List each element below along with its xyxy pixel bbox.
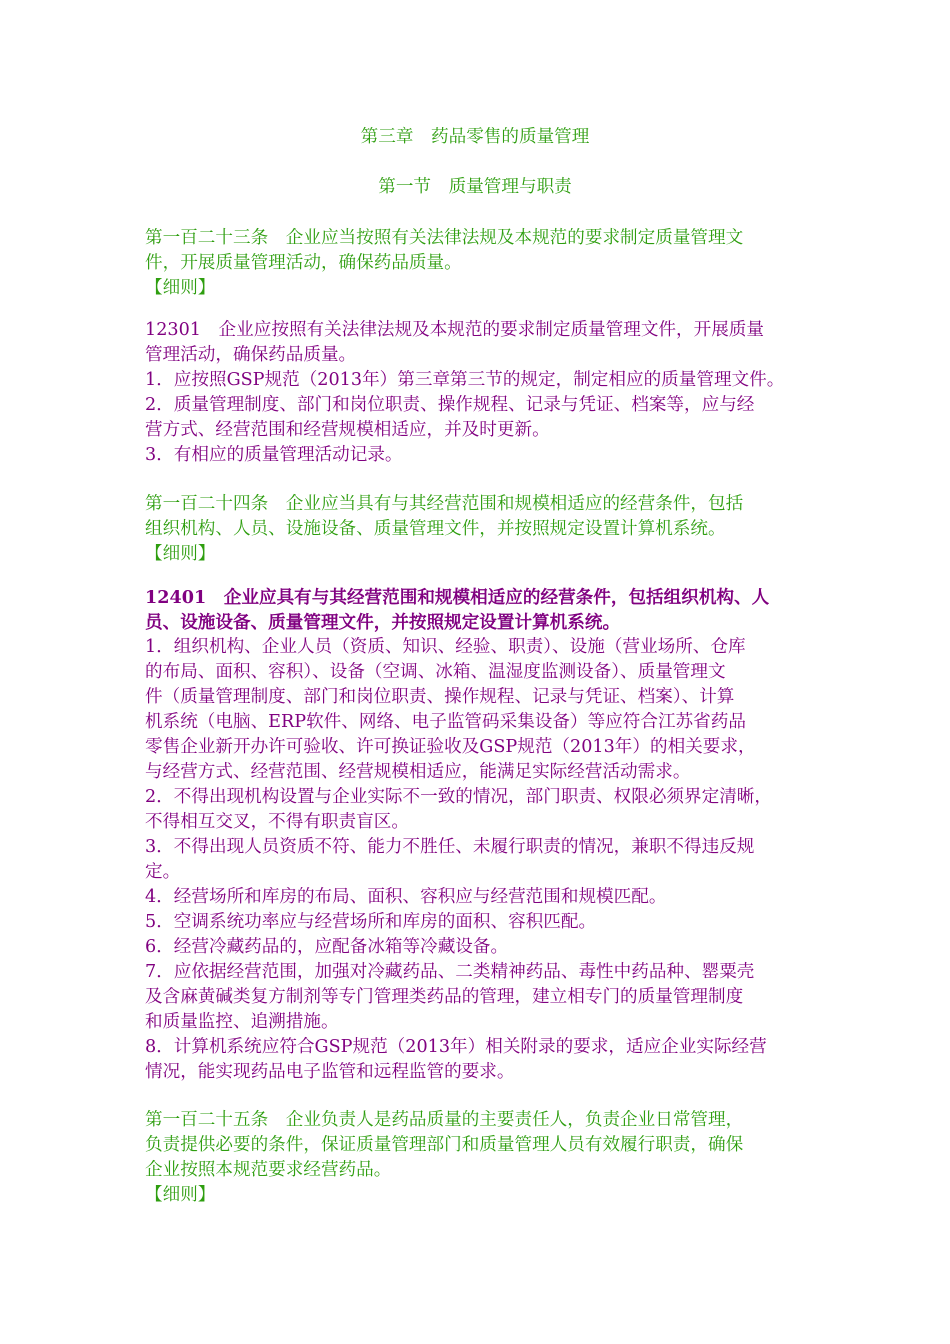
item-text-line: 1．应按照GSP规范（2013年）第三章第三节的规定，制定相应的质量管理文件。 <box>145 370 785 390</box>
item-text-line: 6．经营冷藏药品的，应配备冰箱等冷藏设备。 <box>145 937 509 957</box>
item-text-line: 1．组织机构、企业人员（资质、知识、经验、职责）、设施（营业场所、仓库 <box>145 637 746 657</box>
item-text-line: 4．经营场所和库房的布局、面积、容积应与经营范围和规模匹配。 <box>145 887 667 907</box>
item-text-line: 3．有相应的质量管理活动记录。 <box>145 445 403 465</box>
detail-label: 【细则】 <box>145 278 216 298</box>
item-heading-line: 员、设施设备、质量管理文件，并按照规定设置计算机系统。 <box>145 612 621 633</box>
article-text-line: 组织机构、人员、设施设备、质量管理文件，并按照规定设置计算机系统。 <box>145 519 726 539</box>
detail-label: 【细则】 <box>145 1185 216 1205</box>
item-text-line: 不得相互交叉，不得有职责盲区。 <box>145 812 409 832</box>
item-text-line: 2．质量管理制度、部门和岗位职责、操作规程、记录与凭证、档案等，应与经 <box>145 395 755 415</box>
item-text-line: 的布局、面积、容积）、设备（空调、冰箱、温湿度监测设备）、质量管理文 <box>145 662 726 682</box>
article-text-line: 负责提供必要的条件，保证质量管理部门和质量管理人员有效履行职责，确保 <box>145 1135 744 1155</box>
article-text-line: 第一百二十三条 企业应当按照有关法律法规及本规范的要求制定质量管理文 <box>145 228 744 248</box>
item-text-line: 7．应依据经营范围，加强对冷藏药品、二类精神药品、毒性中药品种、罂粟壳 <box>145 962 755 982</box>
item-text-line: 8．计算机系统应符合GSP规范（2013年）相关附录的要求，适应企业实际经营 <box>145 1037 767 1057</box>
section-title: 第一节 质量管理与职责 <box>378 177 572 197</box>
detail-label: 【细则】 <box>145 544 216 564</box>
item-text-line: 和质量监控、追溯措施。 <box>145 1012 339 1032</box>
article-text-line: 企业按照本规范要求经营药品。 <box>145 1160 392 1180</box>
item-text-line: 零售企业新开办许可验收、许可换证验收及GSP规范（2013年）的相关要求， <box>145 737 756 757</box>
item-text-line: 定。 <box>145 862 181 882</box>
item-text-line: 件（质量管理制度、部门和岗位职责、操作规程、记录与凭证、档案）、计算 <box>145 687 735 707</box>
item-text-line: 3．不得出现人员资质不符、能力不胜任、未履行职责的情况，兼职不得违反规 <box>145 837 755 857</box>
item-text-line: 及含麻黄碱类复方制剂等专门管理类药品的管理，建立相专门的质量管理制度 <box>145 987 744 1007</box>
item-text-line: 与经营方式、经营范围、经营规模相适应，能满足实际经营活动需求。 <box>145 762 691 782</box>
item-text-line: 12301 企业应按照有关法律法规及本规范的要求制定质量管理文件，开展质量 <box>145 320 764 340</box>
chapter-title: 第三章 药品零售的质量管理 <box>360 127 590 147</box>
item-text-line: 营方式、经营范围和经营规模相适应，并及时更新。 <box>145 420 550 440</box>
item-text-line: 管理活动，确保药品质量。 <box>145 345 357 365</box>
article-text-line: 第一百二十五条 企业负责人是药品质量的主要责任人，负责企业日常管理， <box>145 1110 744 1130</box>
item-text-line: 情况，能实现药品电子监管和远程监管的要求。 <box>145 1062 515 1082</box>
item-text-line: 机系统（电脑、ERP软件、网络、电子监管码采集设备）等应符合江苏省药品 <box>145 712 746 732</box>
article-text-line: 件，开展质量管理活动，确保药品质量。 <box>145 253 462 273</box>
article-text-line: 第一百二十四条 企业应当具有与其经营范围和规模相适应的经营条件，包括 <box>145 494 744 514</box>
item-heading-line: 12401 企业应具有与其经营范围和规模相适应的经营条件，包括组织机构、人 <box>145 587 770 608</box>
item-text-line: 2．不得出现机构设置与企业实际不一致的情况，部门职责、权限必须界定清晰， <box>145 787 772 807</box>
item-text-line: 5．空调系统功率应与经营场所和库房的面积、容积匹配。 <box>145 912 597 932</box>
